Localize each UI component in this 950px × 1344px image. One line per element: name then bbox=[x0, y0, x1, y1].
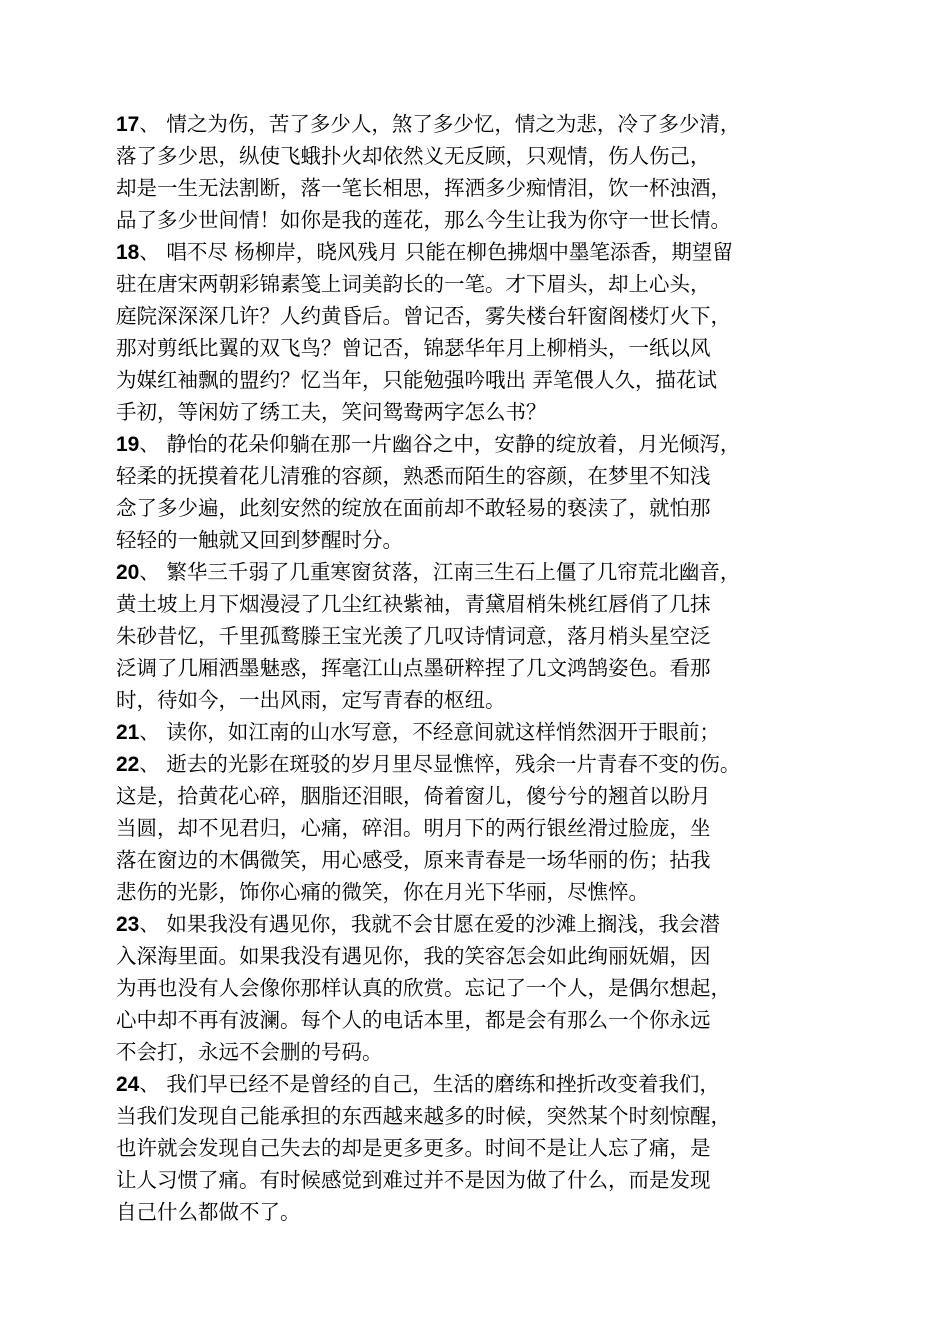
entry-first-line bbox=[116, 716, 856, 748]
entry-line bbox=[116, 652, 856, 684]
entry-text: 当我们发现自己能承担的东西越来越多的时候，突然某个时刻惊醒， bbox=[116, 1104, 731, 1128]
entry-line bbox=[116, 876, 856, 908]
entry-text: 当圆，却不见君归，心痛，碎泪。明月下的两行银丝滑过脸庞，坐 bbox=[116, 816, 711, 840]
entry-text: 我们早已经不是曾经的自己，生活的磨练和挫折改变着我们， bbox=[166, 1072, 720, 1096]
entry-line bbox=[116, 204, 856, 236]
entry-line bbox=[116, 396, 856, 428]
entry-number: 22 bbox=[116, 753, 140, 776]
entry-text: 却是一生无法割断，落一笔长相思，挥洒多少痴情泪，饮一杯浊酒， bbox=[116, 176, 731, 200]
entry-number: 18 bbox=[116, 241, 140, 264]
entry-line bbox=[116, 844, 856, 876]
entry-text: 情之为伤，苦了多少人，煞了多少忆，情之为悲，冷了多少清， bbox=[166, 112, 741, 136]
entry-text: 轻轻的一触就又回到梦醒时分。 bbox=[116, 528, 403, 552]
entry-first-line bbox=[116, 108, 856, 140]
entry-text: 时，待如今，一出风雨，定写青春的枢纽。 bbox=[116, 688, 506, 712]
entry-text: 繁华三千弱了几重寒窗贫落，江南三生石上僵了几帘荒北幽音， bbox=[166, 560, 741, 584]
entry-line bbox=[116, 1132, 856, 1164]
entry-line bbox=[116, 300, 856, 332]
entry-line bbox=[116, 364, 856, 396]
entry-first-line bbox=[116, 908, 856, 940]
entry-text: 庭院深深深几许？人约黄昏后。曾记否，雾失楼台轩窗阁楼灯火下， bbox=[116, 304, 731, 328]
entry-text: 这是，拾黄花心碎，胭脂还泪眼，倚着窗儿，傻兮兮的翘首以盼月 bbox=[116, 784, 711, 808]
entry-separator: 、 bbox=[139, 752, 167, 776]
entry-text: 也许就会发现自己失去的却是更多更多。时间不是让人忘了痛，是 bbox=[116, 1136, 711, 1160]
entry-text: 驻在唐宋两朝彩锦素笺上词美韵长的一笔。才下眉头，却上心头， bbox=[116, 272, 711, 296]
entry-line bbox=[116, 492, 856, 524]
document-body bbox=[116, 108, 856, 1228]
entry-line bbox=[116, 620, 856, 652]
entry-line bbox=[116, 140, 856, 172]
entry-text: 为媒红袖飘的盟约？忆当年，只能勉强吟哦出 弄笔偎人久，描花试 bbox=[116, 368, 718, 392]
entry-number: 21 bbox=[116, 721, 140, 744]
entry-text: 手初，等闲妨了绣工夫，笑问鸳鸯两字怎么书？ bbox=[116, 400, 547, 424]
entry-line bbox=[116, 460, 856, 492]
entry-text: 不会打，永远不会删的号码。 bbox=[116, 1040, 383, 1064]
entry-text: 自己什么都做不了。 bbox=[116, 1200, 301, 1224]
entry-first-line bbox=[116, 748, 856, 780]
entry-line bbox=[116, 940, 856, 972]
entry-number: 23 bbox=[116, 913, 140, 936]
entry-number: 24 bbox=[116, 1073, 140, 1096]
entry-line bbox=[116, 1100, 856, 1132]
entry-line bbox=[116, 684, 856, 716]
entry-text: 如果我没有遇见你，我就不会甘愿在爱的沙滩上搁浅，我会潜 bbox=[166, 912, 720, 936]
entry-line bbox=[116, 588, 856, 620]
entry-text: 朱砂昔忆，千里孤鹜滕王宝光羡了几叹诗情词意，落月梢头星空泛 bbox=[116, 624, 711, 648]
entry-text: 轻柔的抚摸着花儿清雅的容颜，熟悉而陌生的容颜，在梦里不知浅 bbox=[116, 464, 711, 488]
entry-separator: 、 bbox=[139, 112, 167, 136]
entry-first-line bbox=[116, 428, 856, 460]
entry-line bbox=[116, 332, 856, 364]
entry-text: 落了多少思，纵使飞蛾扑火却依然义无反顾，只观情，伤人伤己， bbox=[116, 144, 711, 168]
entry-line bbox=[116, 972, 856, 1004]
entry-line bbox=[116, 780, 856, 812]
entry-separator: 、 bbox=[139, 912, 167, 936]
entry-text: 唱不尽 杨柳岸，晓风残月 只能在柳色拂烟中墨笔添香，期望留 bbox=[166, 240, 733, 264]
entry-text: 那对剪纸比翼的双飞鸟？曾记否，锦瑟华年月上柳梢头，一纸以风 bbox=[116, 336, 711, 360]
entry-separator: 、 bbox=[139, 1072, 167, 1096]
entry-line bbox=[116, 812, 856, 844]
entry-line bbox=[116, 1036, 856, 1068]
entry-number: 17 bbox=[116, 113, 140, 136]
entry-line bbox=[116, 172, 856, 204]
entry-text: 为再也没有人会像你那样认真的欣赏。忘记了一个人，是偶尔想起， bbox=[116, 976, 731, 1000]
entry-line bbox=[116, 524, 856, 556]
entry-text: 静怡的花朵仰躺在那一片幽谷之中，安静的绽放着，月光倾泻， bbox=[166, 432, 741, 456]
entry-line bbox=[116, 1004, 856, 1036]
entry-first-line bbox=[116, 1068, 856, 1100]
entry-text: 黄土坡上月下烟漫浸了几尘红袂紫袖，青黛眉梢朱桃红唇俏了几抹 bbox=[116, 592, 711, 616]
entry-separator: 、 bbox=[139, 432, 167, 456]
entry-first-line bbox=[116, 556, 856, 588]
entry-number: 20 bbox=[116, 561, 140, 584]
entry-line bbox=[116, 1164, 856, 1196]
entry-line bbox=[116, 268, 856, 300]
entry-text: 读你，如江南的山水写意，不经意间就这样悄然洇开于眼前； bbox=[166, 720, 720, 744]
entry-text: 入深海里面。如果我没有遇见你，我的笑容怎会如此绚丽妩媚，因 bbox=[116, 944, 711, 968]
entry-text: 念了多少遍，此刻安然的绽放在面前却不敢轻易的亵渎了，就怕那 bbox=[116, 496, 711, 520]
entry-number: 19 bbox=[116, 433, 140, 456]
entry-text: 悲伤的光影，饰你心痛的微笑，你在月光下华丽，尽憔悴。 bbox=[116, 880, 649, 904]
entry-text: 让人习惯了痛。有时候感觉到难过并不是因为做了什么，而是发现 bbox=[116, 1168, 711, 1192]
entry-separator: 、 bbox=[139, 560, 167, 584]
entry-first-line bbox=[116, 236, 856, 268]
entry-separator: 、 bbox=[139, 720, 167, 744]
entry-text: 逝去的光影在斑驳的岁月里尽显憔悴，残余一片青春不变的伤。 bbox=[166, 752, 741, 776]
entry-line bbox=[116, 1196, 856, 1228]
entry-text: 泛调了几厢洒墨魅惑，挥毫江山点墨研粹捏了几文鸿鹄姿色。看那 bbox=[116, 656, 711, 680]
entry-text: 品了多少世间情！如你是我的莲花，那么今生让我为你守一世长情。 bbox=[116, 208, 731, 232]
entry-text: 心中却不再有波澜。每个人的电话本里，都是会有那么一个你永远 bbox=[116, 1008, 711, 1032]
entry-text: 落在窗边的木偶微笑，用心感受，原来青春是一场华丽的伤；拈我 bbox=[116, 848, 711, 872]
entry-separator: 、 bbox=[139, 240, 167, 264]
